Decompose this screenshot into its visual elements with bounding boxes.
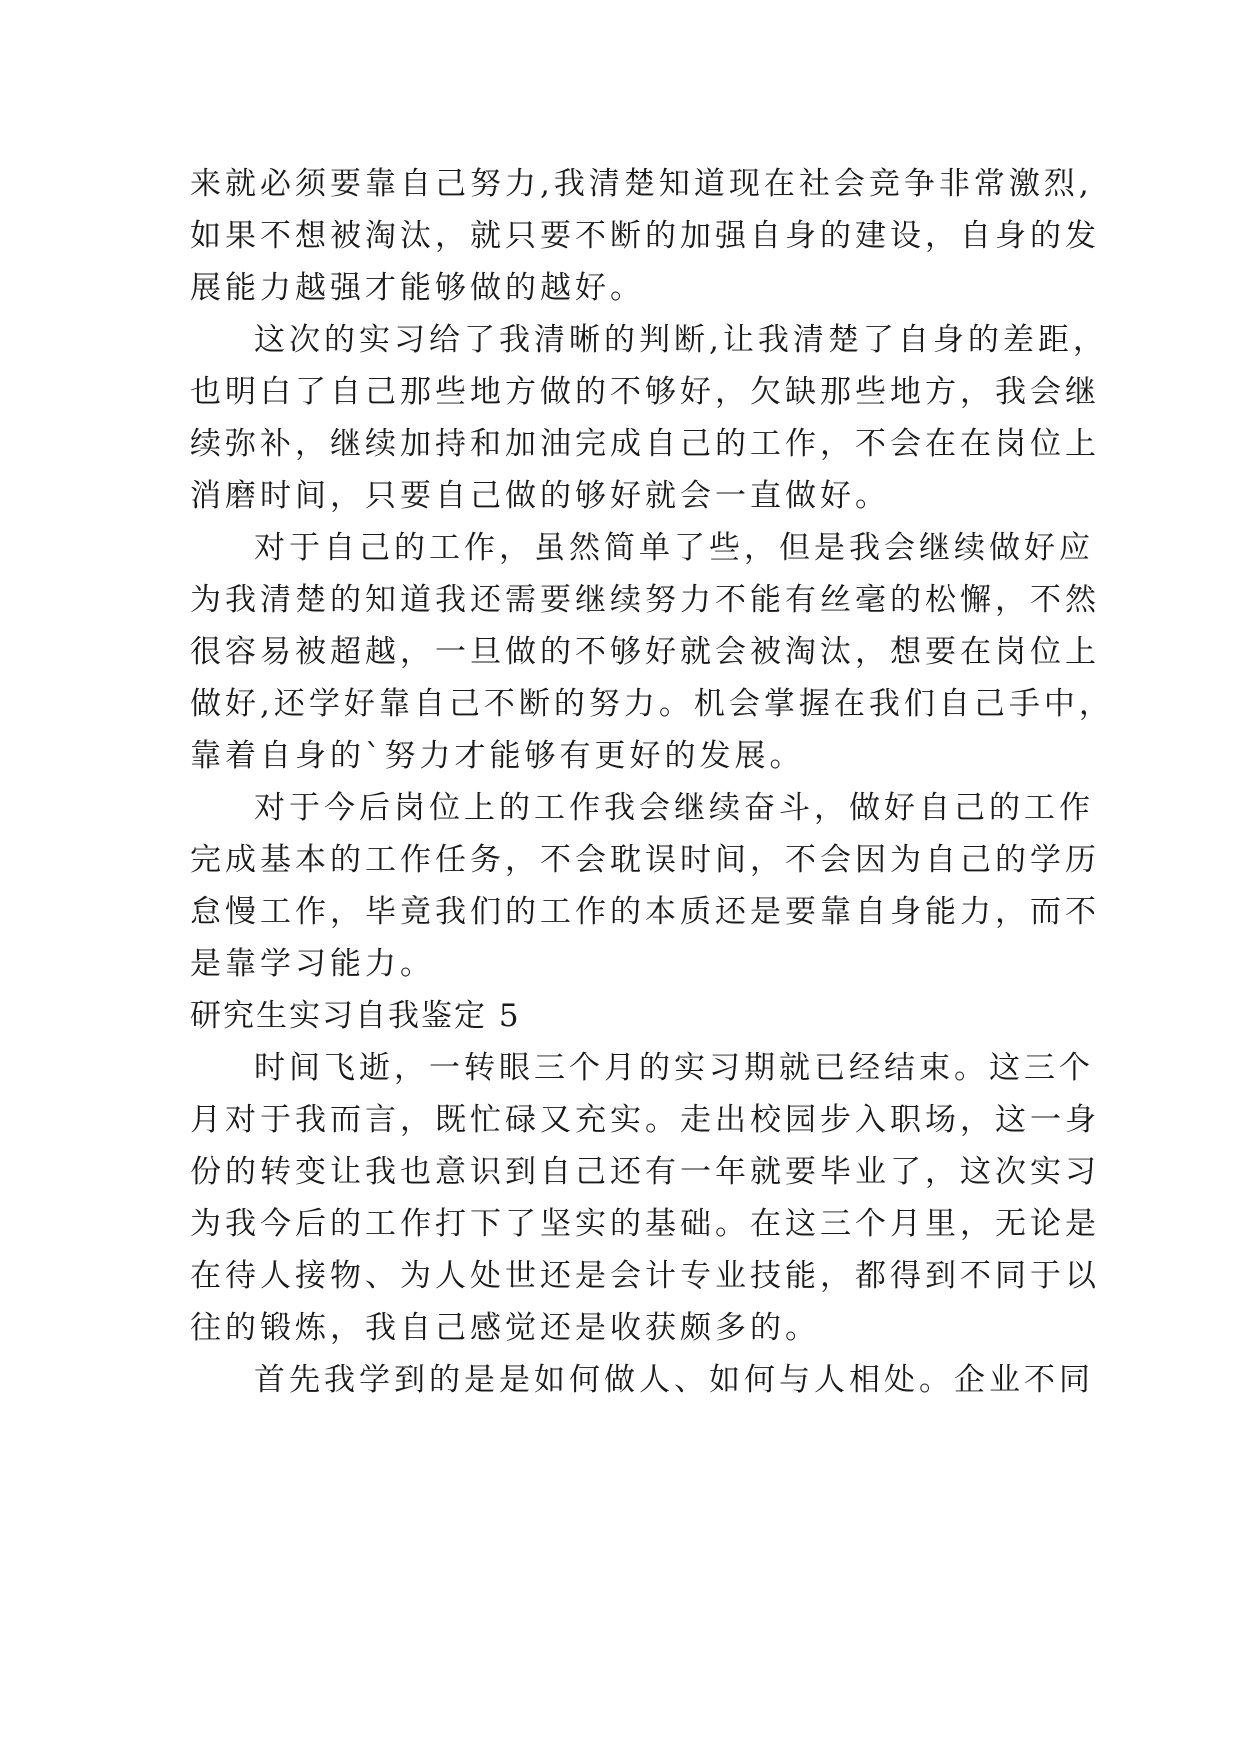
document-body bbox=[190, 158, 1114, 1406]
text-line: 展能力越强才能够做的越好。 bbox=[190, 270, 645, 306]
text-line: 完成基本的工作任务，不会耽误时间，不会因为自己的学历 bbox=[190, 842, 1100, 878]
paragraph-first-line: 对于自己的工作，虽然简单了些，但是我会继续做好应 bbox=[254, 530, 1094, 566]
paragraph-first-line: 对于今后岗位上的工作我会继续奋斗，做好自己的工作 bbox=[254, 790, 1094, 826]
text-line: 是靠学习能力。 bbox=[190, 946, 435, 982]
text-line: 份的转变让我也意识到自己还有一年就要毕业了，这次实习 bbox=[190, 1154, 1100, 1190]
text-line: 也明白了自己那些地方做的不够好，欠缺那些地方，我会继 bbox=[190, 374, 1100, 410]
text-line: 消磨时间，只要自己做的够好就会一直做好。 bbox=[190, 478, 890, 514]
text-line: 怠慢工作，毕竟我们的工作的本质还是要靠自身能力，而不 bbox=[190, 894, 1100, 930]
text-line: 在待人接物、为人处世还是会计专业技能，都得到不同于以 bbox=[190, 1258, 1100, 1294]
paragraph-first-line: 这次的实习给了我清晰的判断,让我清楚了自身的差距， bbox=[254, 322, 1108, 358]
text-line: 靠着自身的`努力才能够有更好的发展。 bbox=[190, 738, 805, 774]
paragraph-first-line: 首先我学到的是是如何做人、如何与人相处。企业不同 bbox=[254, 1362, 1094, 1398]
text-line: 如果不想被淘汰，就只要不断的加强自身的建设，自身的发 bbox=[190, 218, 1100, 254]
text-line: 为我清楚的知道我还需要继续努力不能有丝毫的松懈，不然 bbox=[190, 582, 1100, 618]
text-line: 续弥补，继续加持和加油完成自己的工作，不会在在岗位上 bbox=[190, 426, 1100, 462]
text-line: 做好,还学好靠自己不断的努力。机会掌握在我们自己手中， bbox=[190, 686, 1114, 722]
text-line: 为我今后的工作打下了坚实的基础。在这三个月里，无论是 bbox=[190, 1206, 1100, 1242]
section-heading: 研究生实习自我鉴定 5 bbox=[190, 998, 521, 1034]
text-line: 很容易被超越，一旦做的不够好就会被淘汰，想要在岗位上 bbox=[190, 634, 1100, 670]
text-line: 往的锻炼，我自己感觉还是收获颇多的。 bbox=[190, 1310, 820, 1346]
paragraph-first-line: 时间飞逝，一转眼三个月的实习期就已经结束。这三个 bbox=[254, 1050, 1094, 1086]
text-line: 月对于我而言，既忙碌又充实。走出校园步入职场，这一身 bbox=[190, 1102, 1100, 1138]
text-line: 来就必须要靠自己努力,我清楚知道现在社会竞争非常激烈, bbox=[190, 166, 1093, 202]
